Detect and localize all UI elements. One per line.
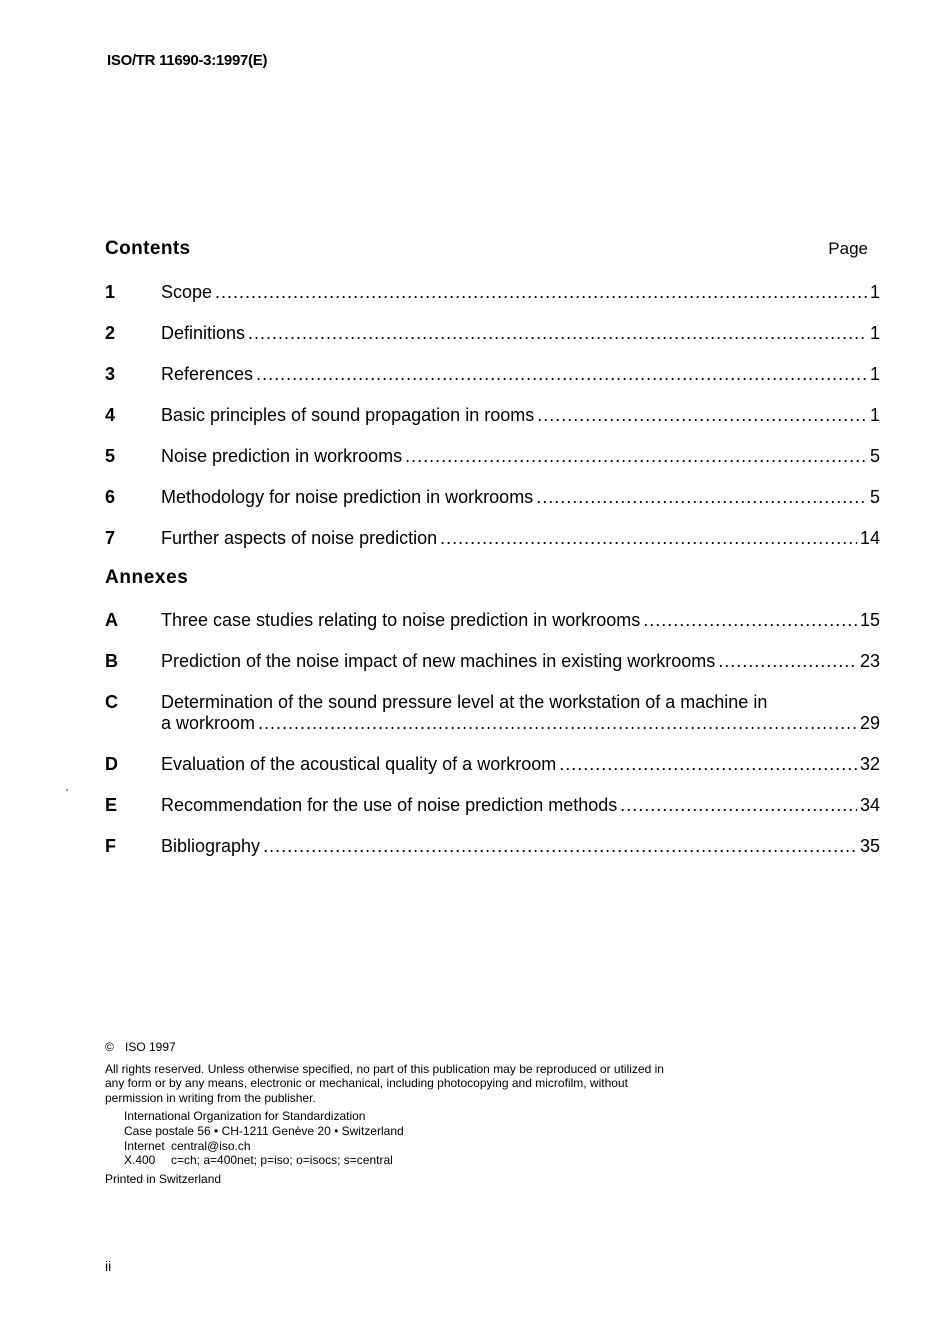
annex-title: Prediction of the noise impact of new machines in existing workrooms <box>161 651 716 671</box>
copyright-icon: © <box>105 1040 114 1054</box>
annex-title-line1: Determination of the sound pressure level at the workstation of a machine in <box>161 692 768 712</box>
annex-entry-f[interactable] <box>105 834 880 858</box>
toc-entry-title: References <box>161 364 254 384</box>
toc-entry-number: 6 <box>105 487 116 507</box>
leader-dots <box>248 321 867 345</box>
toc-entry-3[interactable] <box>105 362 880 386</box>
toc-entry-2[interactable] <box>105 321 880 345</box>
annex-entry-c[interactable] <box>105 690 880 738</box>
annex-letter: A <box>105 610 118 630</box>
toc-entry-page: 1 <box>869 405 880 425</box>
leader-dots <box>405 444 867 468</box>
toc-entry-title: Scope <box>161 282 213 302</box>
toc-entry-4[interactable] <box>105 403 880 427</box>
x400-value: c=ch; a=400net; p=iso; o=isocs; s=central <box>171 1153 393 1168</box>
contents-title: Contents <box>105 238 191 259</box>
toc-entry-page: 1 <box>869 282 880 302</box>
annex-page: 34 <box>859 795 880 815</box>
copyright-footer <box>105 1040 665 1186</box>
leader-dots <box>537 403 867 427</box>
toc-entry-page: 1 <box>869 364 880 384</box>
leader-dots <box>536 485 867 509</box>
leader-dots <box>643 608 857 632</box>
page-column-label: Page <box>828 239 868 258</box>
leader-dots <box>215 280 867 304</box>
page-number: ii <box>105 1258 112 1274</box>
annex-letter: D <box>105 754 118 774</box>
org-name: International Organization for Standardization <box>124 1109 366 1124</box>
annex-title: Bibliography <box>161 836 261 856</box>
toc-entry-title: Basic principles of sound propagation in rooms <box>161 405 535 425</box>
toc-entry-page: 1 <box>869 323 880 343</box>
org-x400 <box>124 1153 665 1168</box>
toc-entry-5[interactable] <box>105 444 880 468</box>
toc-entry-7[interactable] <box>105 526 880 550</box>
internet-value: central@iso.ch <box>171 1138 251 1153</box>
leader-dots <box>620 793 857 817</box>
copyright-text: ISO 1997 <box>125 1040 176 1054</box>
annex-title: Evaluation of the acoustical quality of a workroom <box>161 754 557 774</box>
annex-entry-d[interactable] <box>105 752 880 776</box>
annex-entry-a[interactable] <box>105 608 880 632</box>
annexes-title: Annexes <box>105 567 189 588</box>
toc-entry-number: 2 <box>105 323 116 343</box>
annex-page: 35 <box>859 836 880 856</box>
annex-letter: E <box>105 795 118 815</box>
annex-title-line2: a workroom <box>161 713 256 733</box>
annex-page: 29 <box>859 713 880 733</box>
annex-letter: F <box>105 836 116 856</box>
toc-entry-page: 14 <box>859 528 880 548</box>
leader-dots <box>440 526 857 550</box>
leader-dots <box>559 752 857 776</box>
org-address: Case postale 56 • CH-1211 Genève 20 • Switzerland <box>124 1123 404 1138</box>
org-internet <box>124 1139 665 1154</box>
leader-dots <box>263 834 857 858</box>
toc-entry-number: 1 <box>105 282 116 302</box>
toc-entry-title: Definitions <box>161 323 246 343</box>
annex-letter: C <box>105 692 118 712</box>
leader-dots <box>258 711 857 735</box>
printed-in: Printed in Switzerland <box>105 1171 222 1186</box>
toc-entry-title: Further aspects of noise prediction <box>161 528 438 548</box>
toc-entry-6[interactable] <box>105 485 880 509</box>
toc-entry-title: Noise prediction in workrooms <box>161 446 403 466</box>
leader-dots <box>256 362 867 386</box>
annex-entry-b[interactable] <box>105 649 880 673</box>
toc-entry-1[interactable] <box>105 280 880 304</box>
annex-title: Recommendation for the use of noise prediction methods <box>161 795 618 815</box>
organization-block <box>105 1109 665 1167</box>
annex-page: 15 <box>859 610 880 630</box>
contents-header <box>105 238 868 260</box>
annex-page: 23 <box>859 651 880 671</box>
toc-entry-number: 7 <box>105 528 116 548</box>
scan-speck <box>66 789 68 791</box>
toc-entry-number: 5 <box>105 446 116 466</box>
annex-title: Three case studies relating to noise prediction in workrooms <box>161 610 641 630</box>
internet-label: Internet <box>124 1138 165 1153</box>
rights-statement: All rights reserved. Unless otherwise specified, no part of this publication may be reproduced or utilized in any form or by any means, electronic or mechanical, including photocopying and microfilm, without permission in writing from the publisher. <box>105 1061 664 1105</box>
toc-entry-number: 4 <box>105 405 116 425</box>
toc-entry-page: 5 <box>869 446 880 466</box>
document-id: ISO/TR 11690-3:1997(E) <box>107 52 268 69</box>
toc-entry-title: Methodology for noise prediction in workrooms <box>161 487 534 507</box>
leader-dots <box>718 649 857 673</box>
x400-label: X.400 <box>124 1153 156 1168</box>
annex-page: 32 <box>859 754 880 774</box>
annex-entry-e[interactable] <box>105 793 880 817</box>
annex-letter: B <box>105 651 118 671</box>
copyright-line <box>105 1040 665 1055</box>
toc-entry-page: 5 <box>869 487 880 507</box>
toc-entry-number: 3 <box>105 364 116 384</box>
